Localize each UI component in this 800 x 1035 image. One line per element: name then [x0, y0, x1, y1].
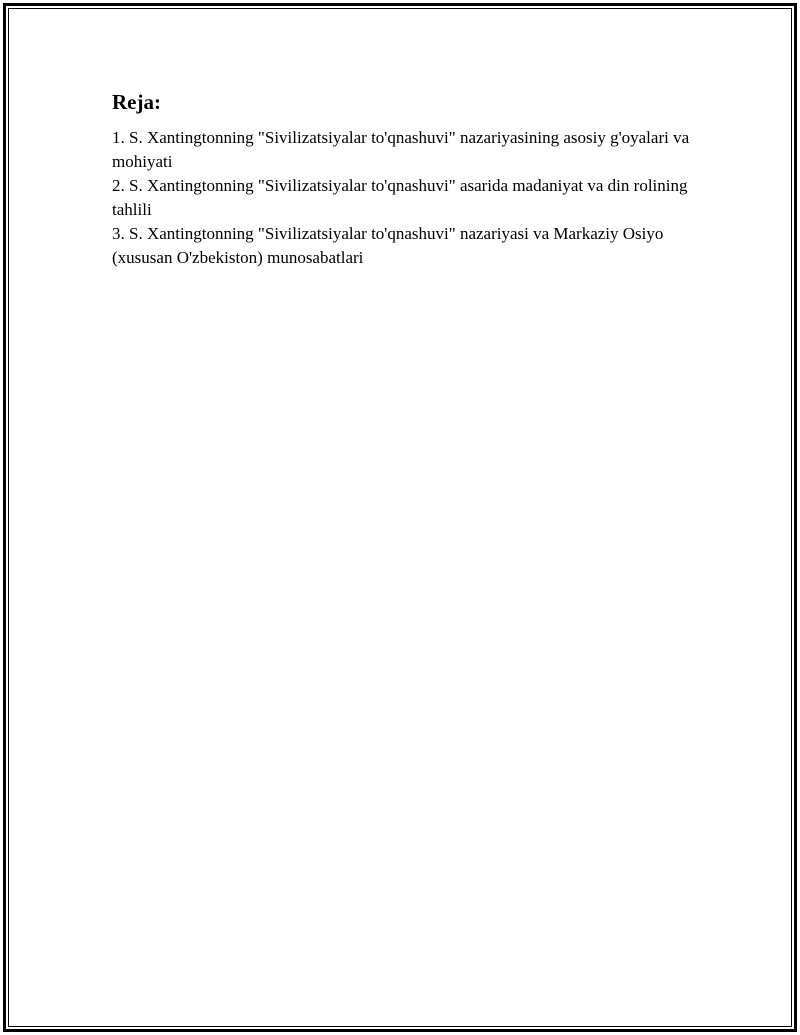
plan-item-2: 2. S. Xantingtonning "Sivilizatsiyalar to'qnashuvi" asarida madaniyat va din rolining tahlili [112, 176, 688, 219]
document-body [112, 88, 692, 270]
plan-item-1: 1. S. Xantingtonning "Sivilizatsiyalar to'qnashuvi" nazariyasining asosiy g'oyalari va mohiyati [112, 128, 690, 171]
plan-list [112, 126, 692, 270]
plan-item-3: 3. S. Xantingtonning "Sivilizatsiyalar to'qnashuvi" nazariyasi va Markaziy Osiyo (xususan O'zbekiston) munosabatlari [112, 224, 664, 267]
plan-heading: Reja: [112, 90, 161, 114]
